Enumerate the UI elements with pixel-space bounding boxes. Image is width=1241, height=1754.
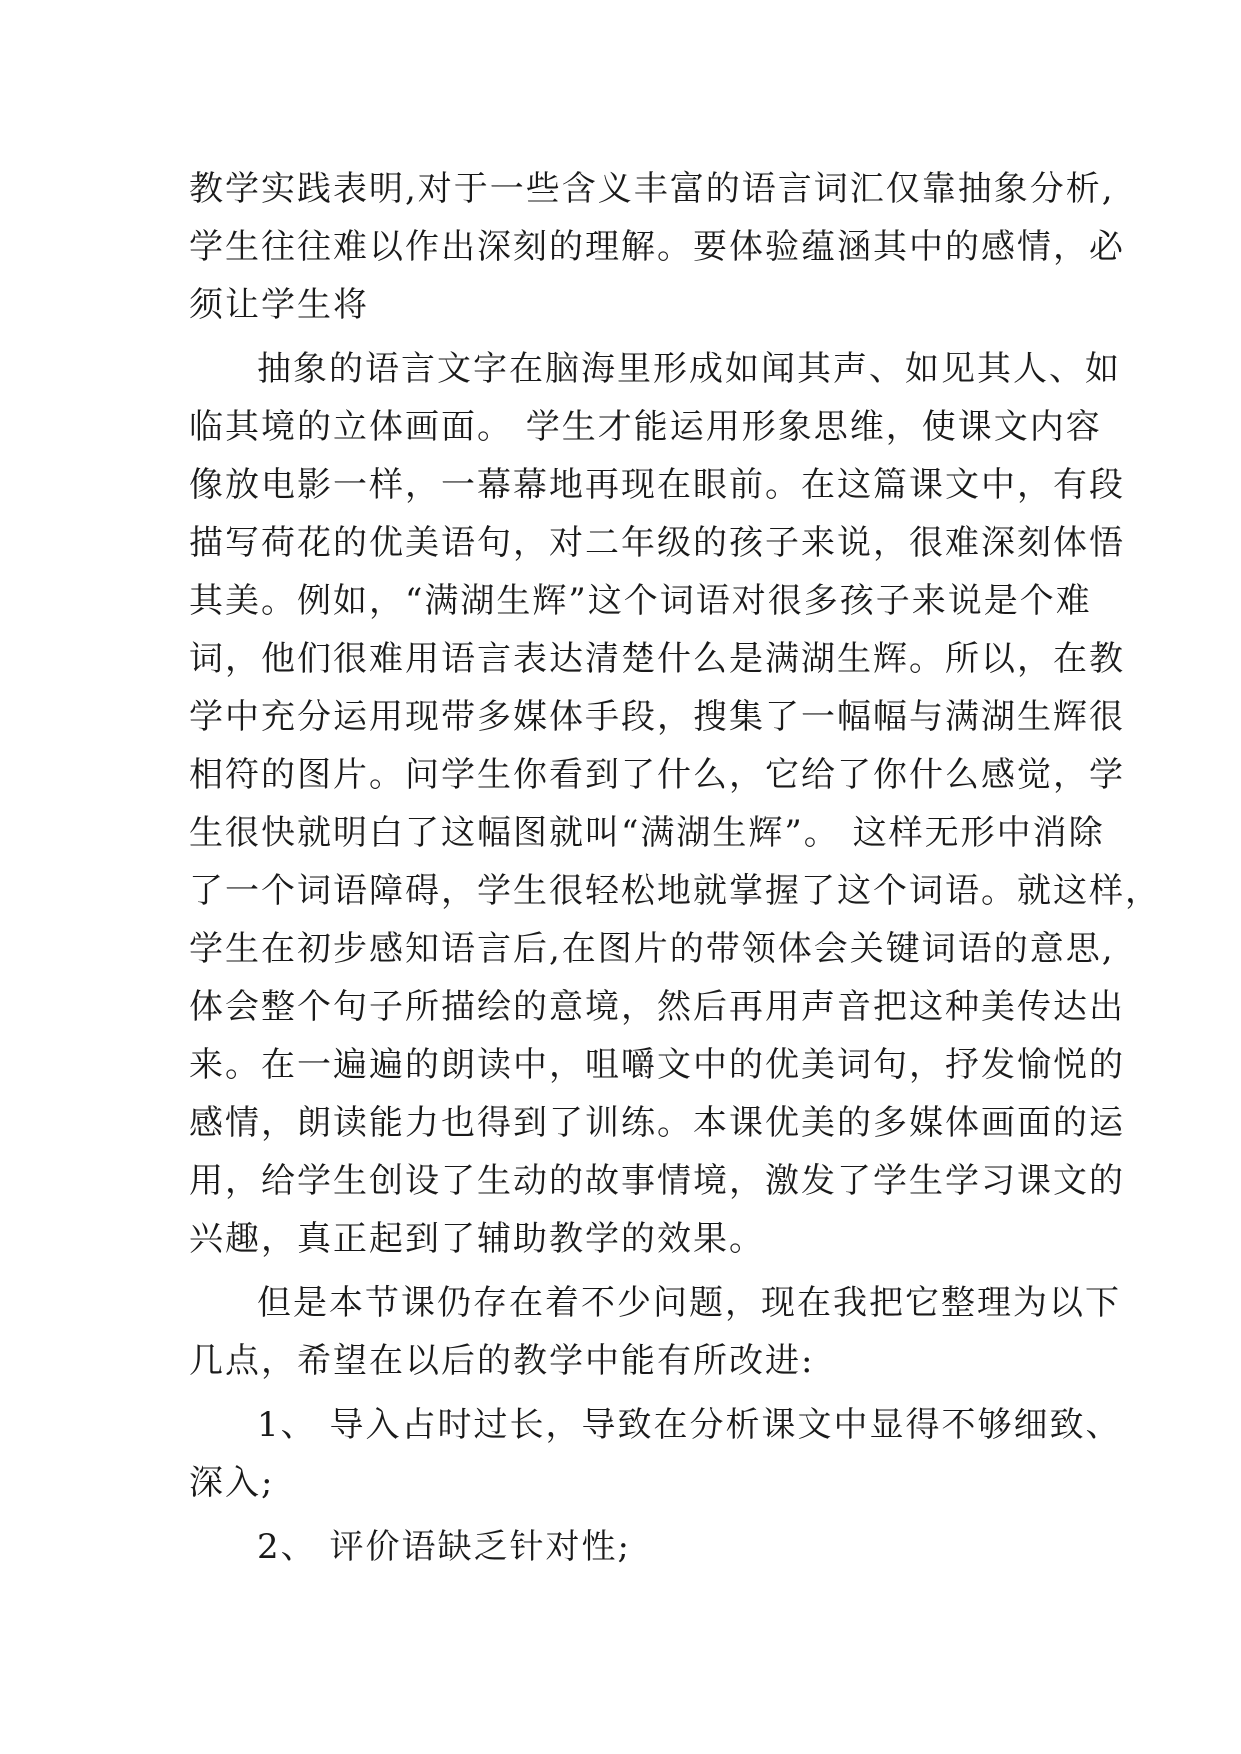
text-line: 其美。例如，“满湖生辉”这个词语对很多孩子来说是个难: [189, 581, 1092, 621]
text-line: 兴趣，真正起到了辅助教学的效果。: [189, 1219, 765, 1259]
text-line: 生很快就明白了这幅图就叫“满湖生辉”。 这样无形中消除: [189, 813, 1105, 853]
list-item-2: 2、 评价语缺乏针对性;: [257, 1527, 631, 1567]
list-item-1: 1、 导入占时过长，导致在分析课文中显得不够细致、: [257, 1405, 1122, 1445]
paragraph-first-line: 抽象的语言文字在脑海里形成如闻其声、如见其人、如: [257, 349, 1121, 389]
text-line: 几点，希望在以后的教学中能有所改进:: [189, 1341, 815, 1381]
text-line: 词，他们很难用语言表达清楚什么是满湖生辉。所以，在教: [189, 639, 1125, 679]
text-line: 体会整个句子所描绘的意境，然后再用声音把这种美传达出: [189, 987, 1125, 1027]
text-line: 用，给学生创设了生动的故事情境，激发了学生学习课文的: [189, 1161, 1125, 1201]
text-line: 学中充分运用现带多媒体手段，搜集了一幅幅与满湖生辉很: [189, 697, 1125, 737]
list-item-1-continuation: 深入;: [189, 1463, 275, 1503]
text-line: 来。在一遍遍的朗读中，咀嚼文中的优美词句，抒发愉悦的: [189, 1045, 1125, 1085]
text-line: 像放电影一样，一幕幕地再现在眼前。在这篇课文中，有段: [189, 465, 1125, 505]
text-line: 须让学生将: [189, 285, 369, 325]
text-line: 临其境的立体画面。 学生才能运用形象思维，使课文内容: [189, 407, 1102, 447]
text-line: 学生往往难以作出深刻的理解。要体验蕴涵其中的感情，必: [189, 227, 1125, 267]
text-line: 了一个词语障碍，学生很轻松地就掌握了这个词语。就这样，: [189, 871, 1161, 911]
document-body: [189, 160, 1161, 1576]
text-line: 相符的图片。问学生你看到了什么，它给了你什么感觉，学: [189, 755, 1125, 795]
paragraph-first-line: 但是本节课仍存在着不少问题，现在我把它整理为以下: [257, 1283, 1121, 1323]
text-line: 学生在初步感知语言后,在图片的带领体会关键词语的意思,: [189, 929, 1115, 969]
text-line: 描写荷花的优美语句，对二年级的孩子来说，很难深刻体悟: [189, 523, 1125, 563]
text-line: 感情，朗读能力也得到了训练。本课优美的多媒体画面的运: [189, 1103, 1125, 1143]
text-line: 教学实践表明,对于一些含义丰富的语言词汇仅靠抽象分析,: [189, 169, 1115, 209]
